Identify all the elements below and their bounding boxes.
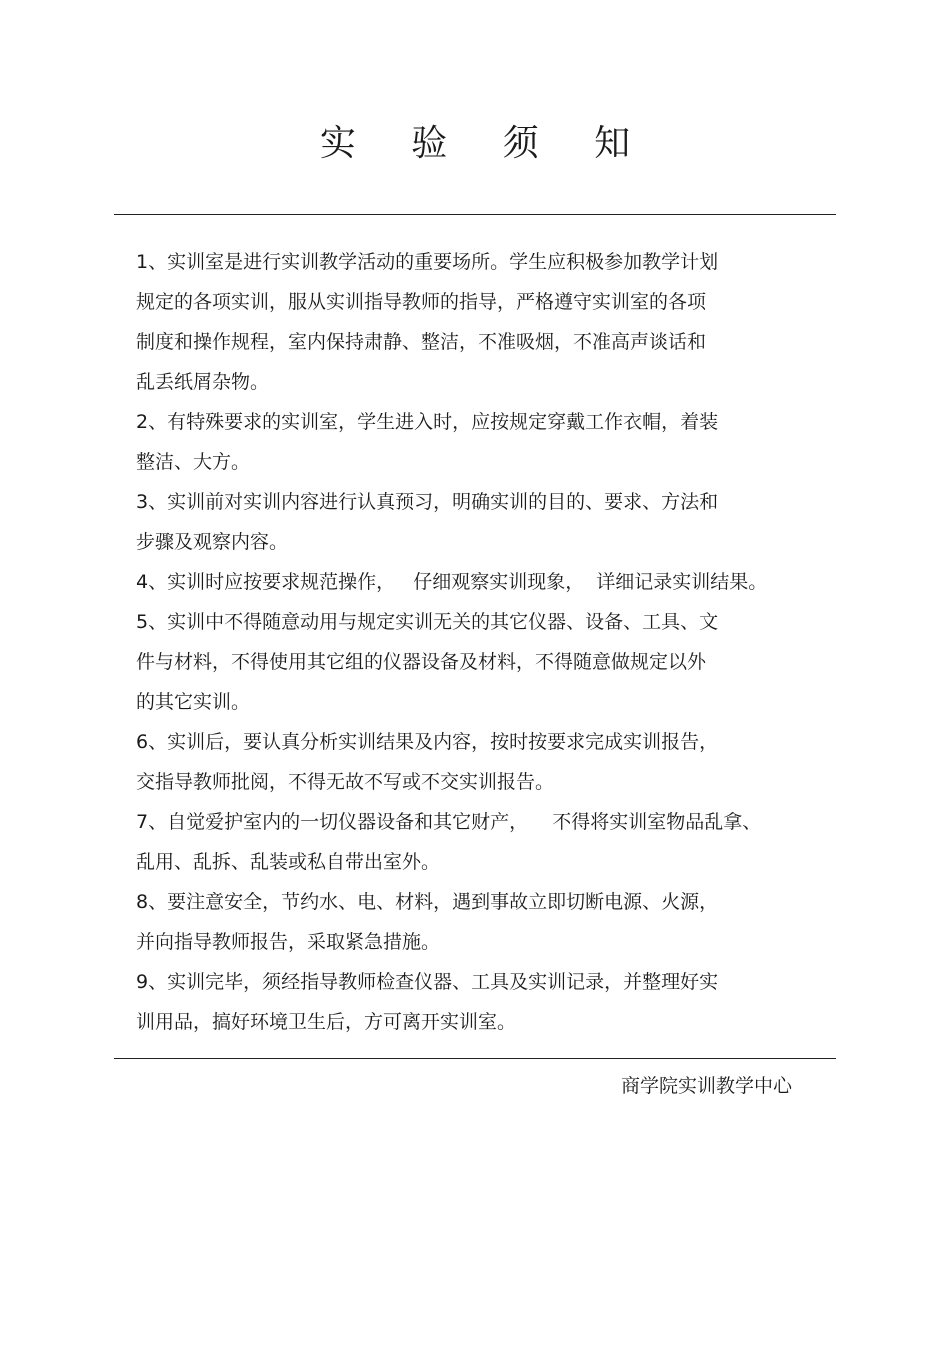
body-line: 件与材料，不得使用其它组的仪器设备及材料，不得随意做规定以外 [136,651,707,673]
body-line: 5、实训中不得随意动用与规定实训无关的其它仪器、设备、工具、文 [136,611,719,633]
body-line: 制度和操作规程，室内保持肃静、整洁，不准吸烟，不准高声谈话和 [136,331,707,353]
body-line: 的其它实训。 [136,691,251,713]
body-line: 训用品，搞好环境卫生后，方可离开实训室。 [136,1011,517,1033]
body-line: 乱丢纸屑杂物。 [136,371,270,393]
top-divider [114,214,836,215]
body-line: 1、实训室是进行实训教学活动的重要场所。学生应积极参加教学计划 [136,251,719,273]
body-line: 步骤及观察内容。 [136,531,289,553]
body-line: 并向指导教师报告，采取紧急措施。 [136,931,441,953]
body-line: 3、实训前对实训内容进行认真预习，明确实训的目的、要求、方法和 [136,491,719,513]
body-line: 整洁、大方。 [136,451,251,473]
body-line: 乱用、乱拆、乱装或私自带出室外。 [136,851,441,873]
body-line: 2、有特殊要求的实训室，学生进入时，应按规定穿戴工作衣帽，着装 [136,411,719,433]
body-line: 8、要注意安全，节约水、电、材料，遇到事故立即切断电源、火源， [136,891,719,913]
page-title: 实 验 须 知 [319,123,653,164]
body-line: 6、实训后，要认真分析实训结果及内容，按时按要求完成实训报告， [136,731,719,753]
body-line: 4、实训时应按要求规范操作， 仔细观察实训现象， 详细记录实训结果。 [136,571,768,593]
bottom-divider [114,1058,836,1059]
body-line: 交指导教师批阅，不得无故不写或不交实训报告。 [136,771,555,793]
body-line: 规定的各项实训，服从实训指导教师的指导，严格遵守实训室的各项 [136,291,707,313]
body-line: 9、实训完毕，须经指导教师检查仪器、工具及实训记录，并整理好实 [136,971,719,993]
body-line: 7、自觉爱护室内的一切仪器设备和其它财产， 不得将实训室物品乱拿、 [136,811,762,833]
rules-body [136,242,826,1042]
issuer-signature: 商学院实训教学中心 [620,1075,792,1097]
